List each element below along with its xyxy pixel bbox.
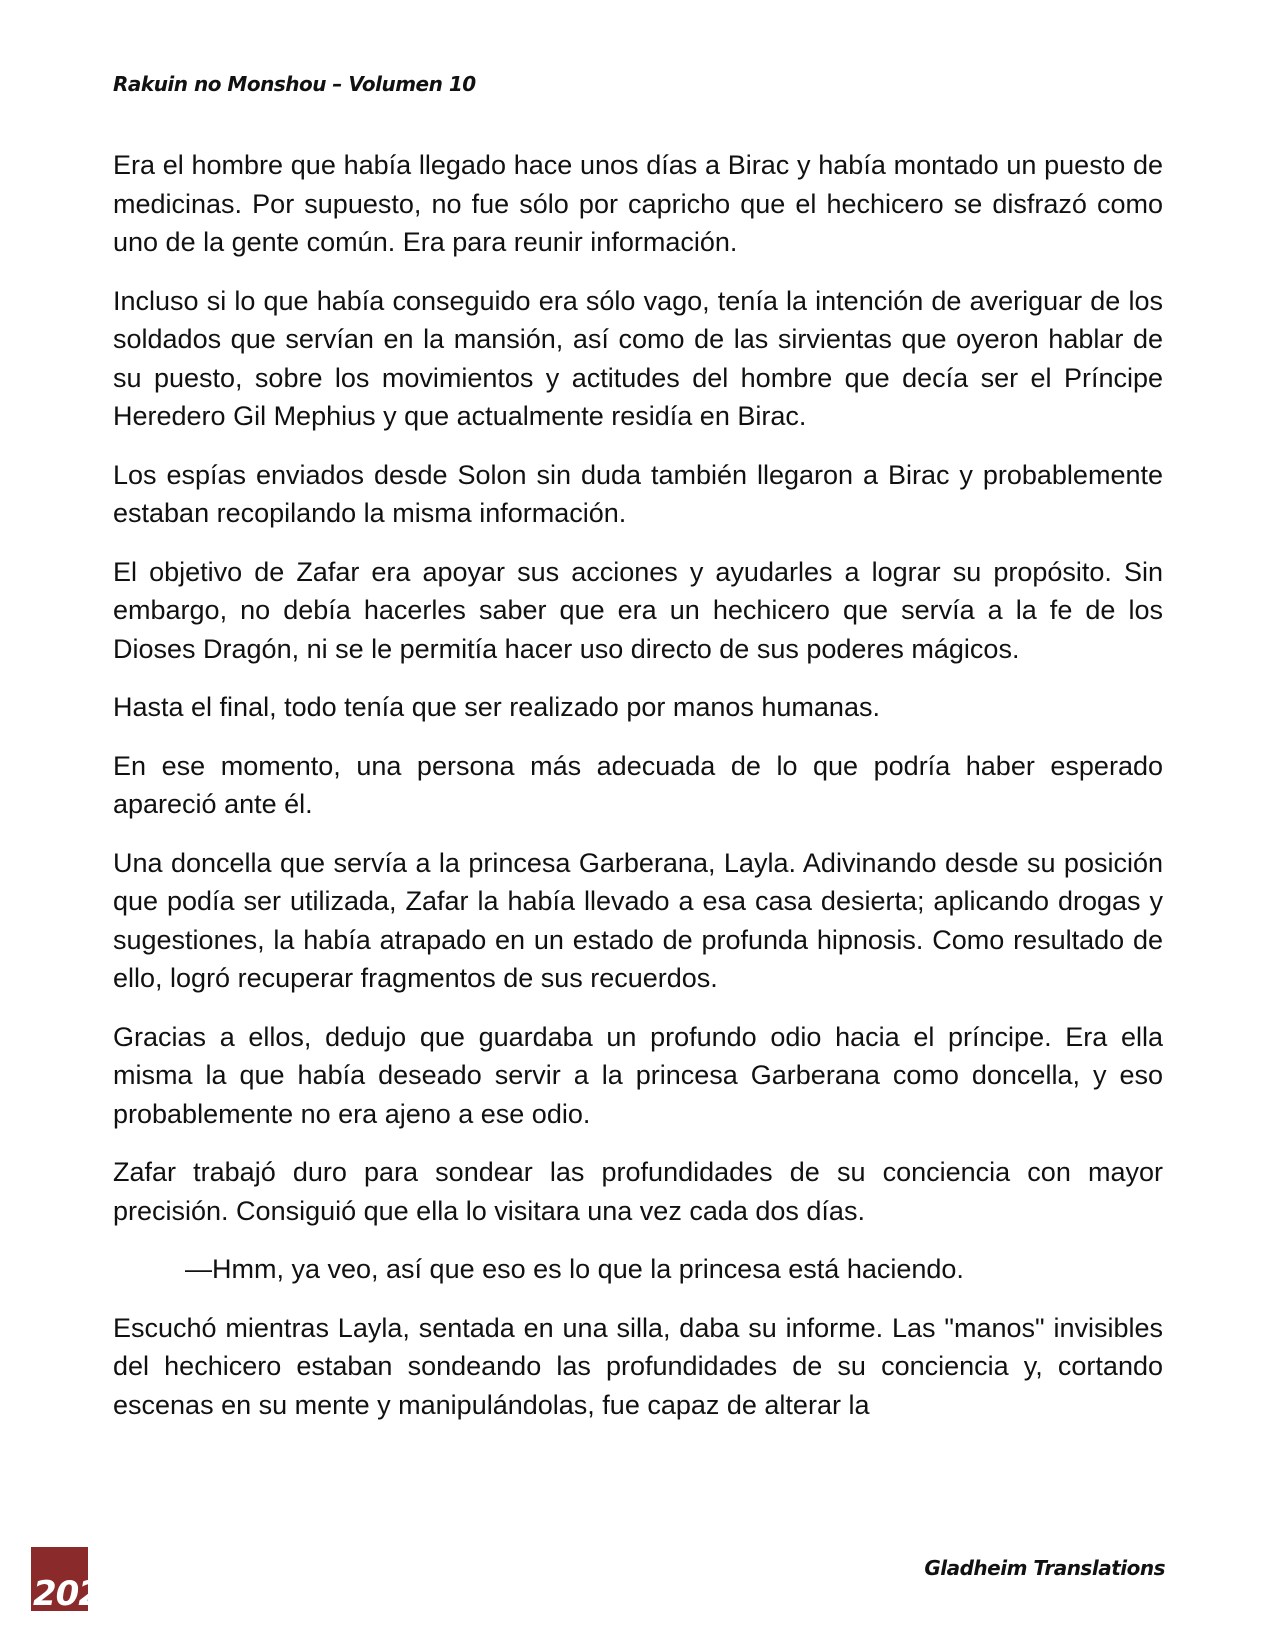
footer-credit: Gladheim Translations <box>924 1556 1165 1580</box>
page-number: 202 <box>33 1574 101 1614</box>
paragraph: Incluso si lo que había conseguido era sólo vago, tenía la intención de averiguar de los soldados que servían en la mansión, así como de las sirvientas que oyeron hablar de su puesto, sobre los movimientos y actitudes del hombre que decía ser el Príncipe Heredero Gil Mephius y que actualmente residía en Birac. <box>113 285 1163 431</box>
page-number-box <box>31 1547 101 1614</box>
running-header: Rakuin no Monshou – Volumen 10 <box>113 72 476 96</box>
paragraph: Zafar trabajó duro para sondear las profundidades de su conciencia con mayor precisión. Consiguió que ella lo visitara una vez cada dos días. <box>113 1157 1163 1226</box>
paragraph: Era el hombre que había llegado hace unos días a Birac y había montado un puesto de medicinas. Por supuesto, no fue sólo por capricho que el hechicero se disfrazó como uno de la gente común. Era para reunir información. <box>113 150 1163 257</box>
paragraph: Una doncella que servía a la princesa Garberana, Layla. Adivinando desde su posición que podía ser utilizada, Zafar la había llevado a esa casa desierta; aplicando drogas y sugestiones, la había atrapado en un estado de profunda hipnosis. Como resultado de ello, logró recuperar fragmentos de sus recuerdos. <box>113 847 1163 993</box>
paragraph: Hasta el final, todo tenía que ser realizado por manos humanas. <box>113 692 880 722</box>
body-text <box>113 146 1163 1444</box>
dialogue-line: —Hmm, ya veo, así que eso es lo que la princesa está haciendo. <box>185 1254 964 1284</box>
paragraph: Escuchó mientras Layla, sentada en una silla, daba su informe. Las "manos" invisibles del hechicero estaban sondeando las profundidades de su conciencia y, cortando escenas en su mente y manipulándolas, fue capaz de alterar la <box>113 1312 1163 1420</box>
paragraph: Los espías enviados desde Solon sin duda también llegaron a Birac y probablemente estaban recopilando la misma información. <box>113 459 1163 528</box>
paragraph: Gracias a ellos, dedujo que guardaba un profundo odio hacia el príncipe. Era ella misma la que había deseado servir a la princesa Garberana como doncella, y eso probablemente no era ajeno a ese odio. <box>113 1021 1163 1129</box>
paragraph: El objetivo de Zafar era apoyar sus acciones y ayudarles a lograr su propósito. Sin embargo, no debía hacerles saber que era un hechicero que servía a la fe de los Dioses Dragón, ni se le permitía hacer uso directo de sus poderes mágicos. <box>113 556 1163 664</box>
paragraph: En ese momento, una persona más adecuada de lo que podría haber esperado apareció ante él. <box>113 750 1163 819</box>
